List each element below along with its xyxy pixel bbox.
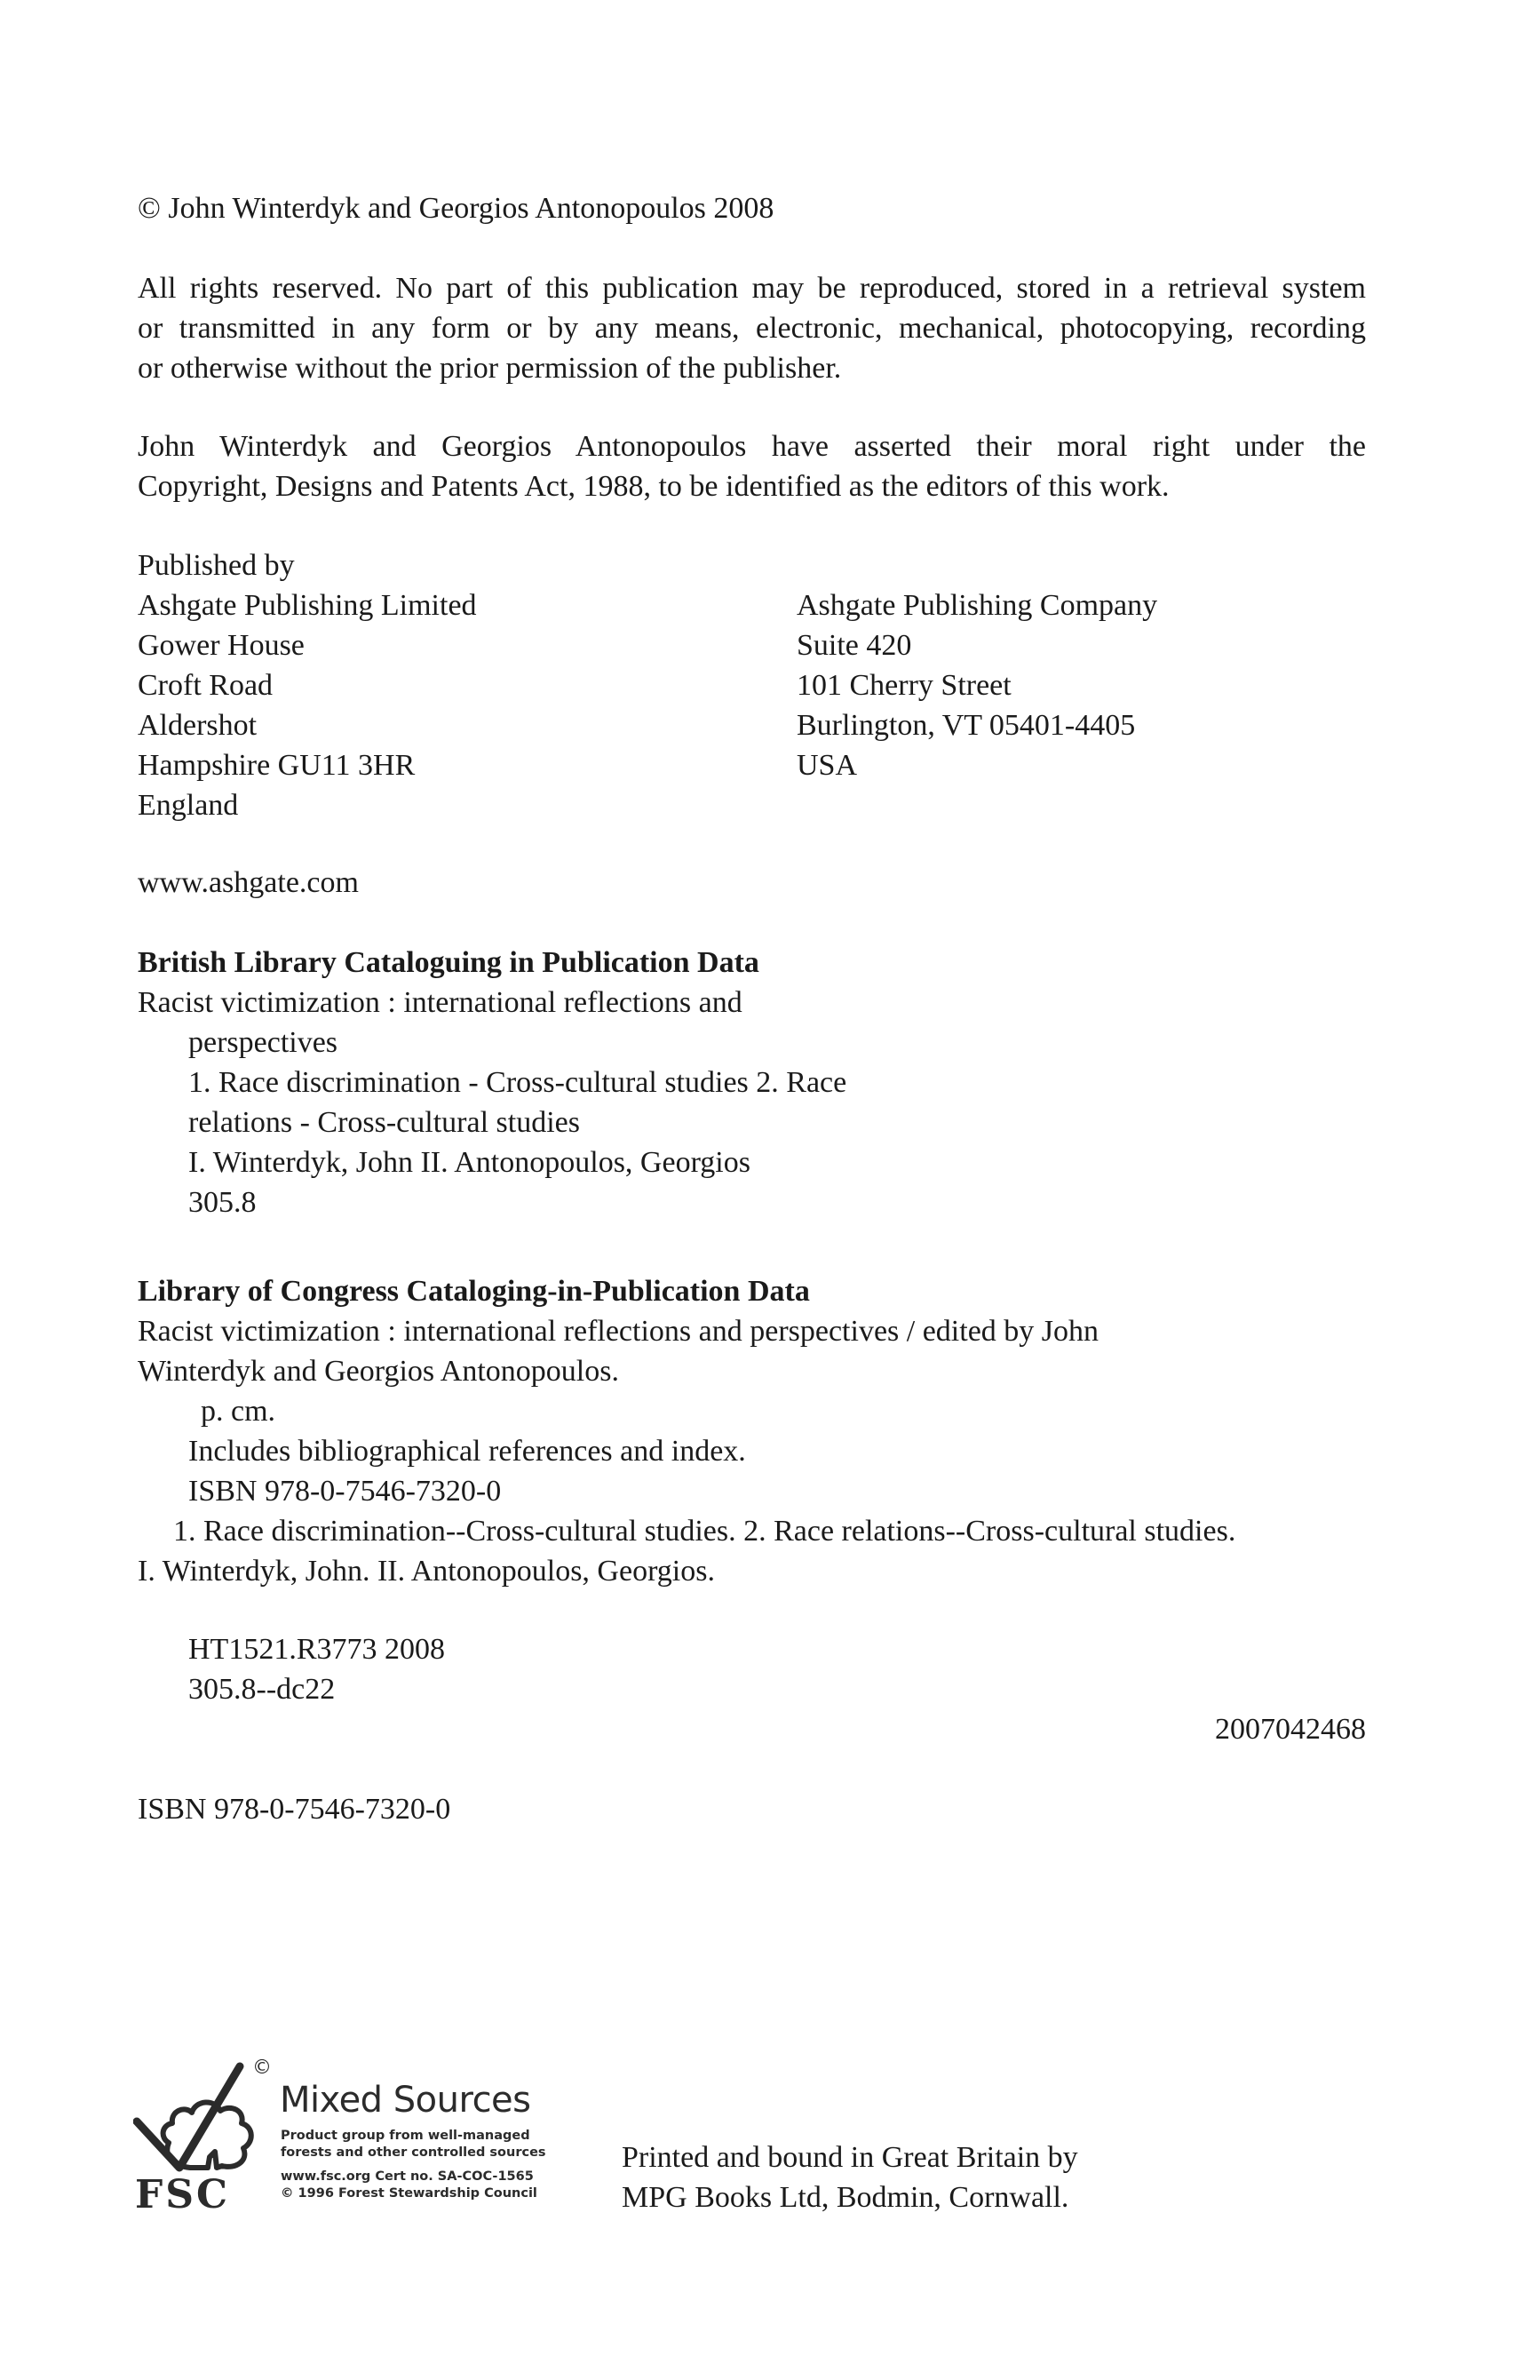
published-by-label: Published by (138, 549, 295, 582)
rights-paragraph (138, 268, 1366, 388)
moral-right-line: Copyright, Designs and Patents Act, 1988, to be identified as the editors of this work. (138, 470, 1170, 503)
cip-line: 305.8 (188, 1186, 257, 1219)
printer-line: MPG Books Ltd, Bodmin, Cornwall. (622, 2181, 1069, 2214)
printer-line: Printed and bound in Great Britain by (622, 2141, 1078, 2174)
loc-cip-heading: Library of Congress Cataloging-in-Publication Data (138, 1275, 810, 1308)
address-line: Gower House (138, 629, 305, 662)
address-line: Ashgate Publishing Company (797, 589, 1158, 622)
bl-cip-heading: British Library Cataloguing in Publication Data (138, 946, 759, 979)
fsc-mixed-sources-logo (133, 2058, 568, 2217)
cip-line: ISBN 978-0-7546-7320-0 (188, 1475, 502, 1508)
publisher-us-address (797, 585, 1157, 785)
address-line: Croft Road (138, 669, 274, 702)
cip-line: 1. Race discrimination - Cross-cultural studies 2. Race (188, 1066, 847, 1099)
cip-line: Includes bibliographical references and index. (188, 1435, 746, 1468)
rights-line: or transmitted in any form or by any means, electronic, mechanical, photocopying, recording (138, 312, 1366, 345)
website-url: www.ashgate.com (138, 866, 359, 899)
cip-line: Racist victimization : international reflections and (138, 986, 742, 1019)
cip-line: 1. Race discrimination--Cross-cultural studies. 2. Race relations--Cross-cultural studies. (173, 1515, 1236, 1548)
address-line: Burlington, VT 05401-4405 (797, 709, 1136, 742)
fsc-line: © 1996 Forest Stewardship Council (281, 2186, 537, 2201)
address-line: Hampshire GU11 3HR (138, 749, 416, 782)
cip-line: I. Winterdyk, John. II. Antonopoulos, Georgios. (138, 1555, 715, 1588)
cip-line: perspectives (188, 1026, 338, 1059)
loc-classification (138, 1629, 445, 1709)
fsc-line: www.fsc.org Cert no. SA-COC-1565 (281, 2169, 534, 2184)
address-line: Aldershot (138, 709, 258, 742)
isbn-line: ISBN 978-0-7546-7320-0 (138, 1793, 451, 1826)
cip-line: relations - Cross-cultural studies (188, 1106, 580, 1139)
publisher-uk-address (138, 585, 477, 825)
cip-line: p. cm. (201, 1395, 276, 1428)
lccn-number: 2007042468 (1215, 1713, 1366, 1746)
rights-line: or otherwise without the prior permission of the publisher. (138, 352, 842, 385)
cip-line: HT1521.R3773 2008 (188, 1633, 445, 1666)
address-line: Ashgate Publishing Limited (138, 589, 477, 622)
moral-right-paragraph (138, 426, 1366, 506)
fsc-wordmark: FSC (135, 2172, 231, 2217)
loc-cip-record (138, 1311, 1235, 1591)
bl-cip-record (138, 983, 846, 1222)
printer-statement (622, 2137, 1078, 2217)
address-line: 101 Cherry Street (797, 669, 1012, 702)
cip-line: Winterdyk and Georgios Antonopoulos. (138, 1355, 619, 1388)
fsc-title: Mixed Sources (280, 2080, 531, 2121)
address-line: USA (797, 749, 858, 782)
fsc-line: forests and other controlled sources (281, 2145, 546, 2160)
fsc-line: Product group from well-managed (281, 2129, 530, 2143)
rights-line: All rights reserved. No part of this publication may be reproduced, stored in a retrieval system (138, 272, 1366, 305)
copyright-line: © John Winterdyk and Georgios Antonopoulos 2008 (138, 192, 774, 225)
cip-line: 305.8--dc22 (188, 1673, 336, 1706)
fsc-registered-symbol: © (252, 2057, 272, 2079)
cip-line: Racist victimization : international reflections and perspectives / edited by John (138, 1315, 1099, 1348)
cip-line: I. Winterdyk, John II. Antonopoulos, Georgios (188, 1146, 750, 1179)
address-line: England (138, 789, 239, 822)
moral-right-line: John Winterdyk and Georgios Antonopoulos have asserted their moral right under the (138, 430, 1366, 463)
address-line: Suite 420 (797, 629, 912, 662)
